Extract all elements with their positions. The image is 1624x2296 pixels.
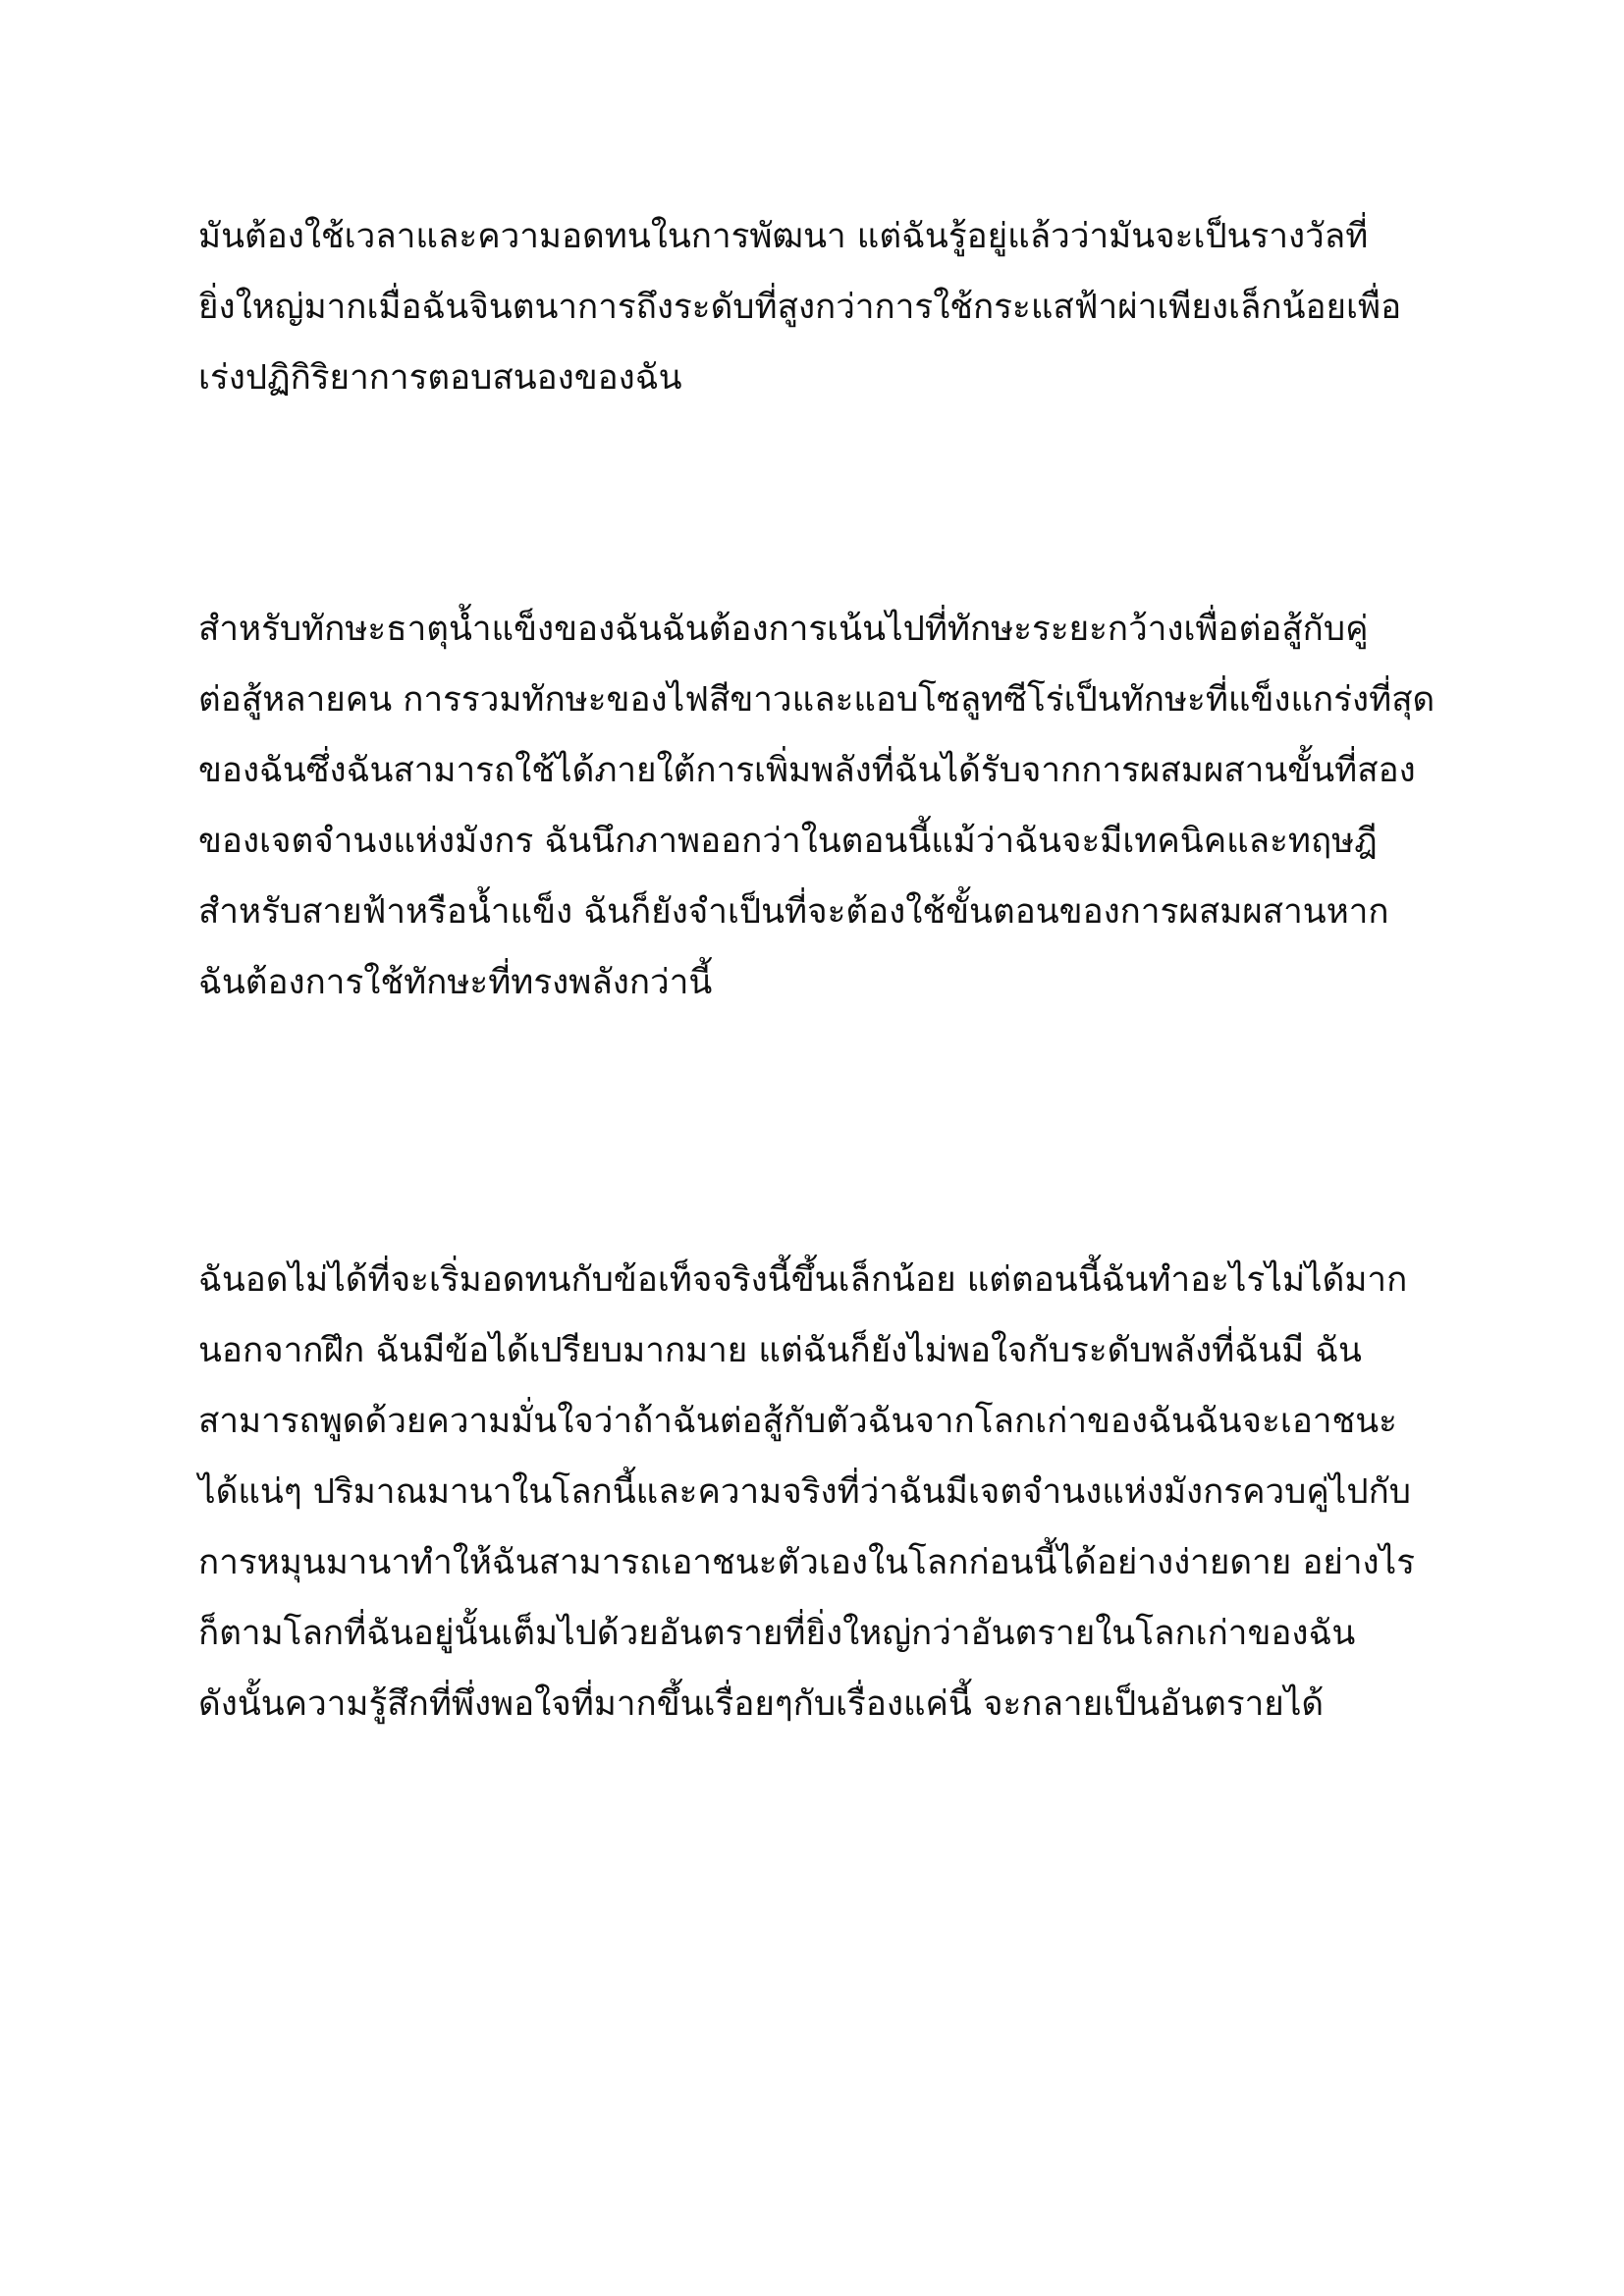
paragraph-1 — [198, 201, 1475, 413]
text-line: เร่งปฏิกิริยาการตอบสนองของฉัน — [198, 358, 682, 398]
text-line: ฉันต้องการใช้ทักษะที่ทรงพลังกว่านี้ — [198, 963, 713, 1002]
text-line: ของฉันซึ่งฉันสามารถใช้ได้ภายใต้การเพิ่มพลังที่ฉันได้รับจากการผสมผสานขั้นที่สอง — [198, 751, 1416, 790]
text-line: ของเจตจำนงแห่งมังกร ฉันนึกภาพออกว่าในตอนนี้แม้ว่าฉันจะมีเทคนิคและทฤษฎี — [198, 822, 1378, 861]
text-line: ดังนั้นความรู้สึกที่พึ่งพอใจที่มากขึ้นเรื่อยๆกับเรื่องแค่นี้ จะกลายเป็นอันตรายได้ — [198, 1684, 1325, 1724]
text-line: ก็ตามโลกที่ฉันอยู่นั้นเต็มไปด้วยอันตรายที่ยิ่งใหญ่กว่าอันตรายในโลกเก่าของฉัน — [198, 1614, 1356, 1653]
text-line: นอกจากฝึก ฉันมีข้อได้เปรียบมากมาย แต่ฉันก็ยังไม่พอใจกับระดับพลังที่ฉันมี ฉัน — [198, 1331, 1362, 1370]
text-line: สามารถพูดด้วยความมั่นใจว่าถ้าฉันต่อสู้กับตัวฉันจากโลกเก่าของฉันฉันจะเอาชนะ — [198, 1402, 1397, 1441]
text-line: มันต้องใช้เวลาและความอดทนในการพัฒนา แต่ฉันรู้อยู่แล้วว่ามันจะเป็นรางวัลที่ — [198, 217, 1369, 256]
text-line: การหมุนมานาทำให้ฉันสามารถเอาชนะตัวเองในโลกก่อนนี้ได้อย่างง่ายดาย อย่างไร — [198, 1543, 1416, 1582]
text-line: สำหรับทักษะธาตุน้ำแข็งของฉันฉันต้องการเน้นไปที่ทักษะระยะกว้างเพื่อต่อสู้กับคู่ — [198, 610, 1369, 649]
paragraph-2 — [198, 594, 1475, 1018]
text-line: ได้แน่ๆ ปริมาณมานาในโลกนี้และความจริงที่ว่าฉันมีเจตจำนงแห่งมังกรควบคู่ไปกับ — [198, 1472, 1412, 1512]
text-line: ฉันอดไม่ได้ที่จะเริ่มอดทนกับข้อเท็จจริงนี้ขึ้นเล็กน้อย แต่ตอนนี้ฉันทำอะไรไม่ได้มาก — [198, 1260, 1408, 1300]
text-line: ยิ่งใหญ่มากเมื่อฉันจินตนาการถึงระดับที่สูงกว่าการใช้กระแสฟ้าผ่าเพียงเล็กน้อยเพื่อ — [198, 288, 1402, 327]
text-line: สำหรับสายฟ้าหรือน้ำแข็ง ฉันก็ยังจำเป็นที่จะต้องใช้ขั้นตอนของการผสมผสานหาก — [198, 892, 1389, 932]
paragraph-3 — [198, 1245, 1475, 1739]
text-line: ต่อสู้หลายคน การรวมทักษะของไฟสีขาวและแอบโซลูทซีโร่เป็นทักษะที่แข็งแกร่งที่สุด — [198, 680, 1435, 720]
